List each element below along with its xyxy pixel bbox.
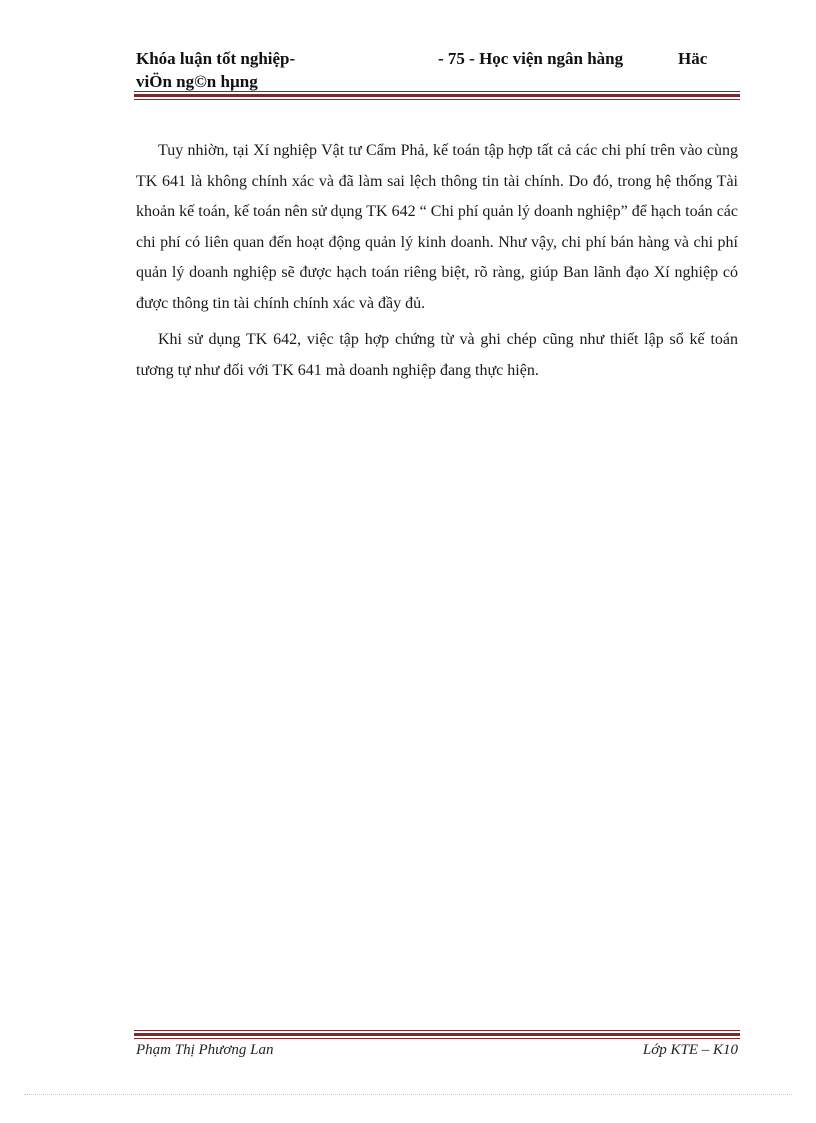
header-institution-fragment: Häc xyxy=(678,49,708,68)
header-page-number: - 75 - Học viện ngân hàng xyxy=(438,49,624,68)
paragraph: Tuy nhiờn, tại Xí nghiệp Vật tư Cẩm Phả, kế toán tập hợp tất cả các chi phí trên vào cùng TK 641 là không chính xác và đã làm sai lệch thông tin tài chính. Do đó, trong hệ thống Tài khoản kế toán, kế toán nên sử dụng TK 642 “ Chi phí quản lý doanh nghiệp” để hạch toán các chi phí có liên quan đến hoạt động quản lý kinh doanh. Như vậy, chi phí bán hàng và chi phí quản lý doanh nghiệp sẽ được hạch toán riêng biệt, rõ ràng, giúp Ban lãnh đạo Xí nghiệp có được thông tin tài chính chính xác và đầy đủ. xyxy=(136,142,738,312)
header-rule-thick xyxy=(134,94,740,97)
footer-rule-thin-bottom xyxy=(134,1038,740,1039)
footer-class: Lớp KTE – K10 xyxy=(642,1042,738,1058)
paragraph: Khi sử dụng TK 642, việc tập hợp chứng từ và ghi chép cũng như thiết lập sổ kế toán tương tự như đối với TK 641 mà doanh nghiệp đang thực hiện. xyxy=(136,331,738,379)
footer-author: Phạm Thị Phương Lan xyxy=(136,1042,274,1058)
header-thesis-title: Khóa luận tốt nghiệp- xyxy=(136,49,296,68)
footer-rule-thick xyxy=(134,1033,740,1036)
page-bottom-border xyxy=(24,1094,792,1095)
footer-rule-thin-top xyxy=(134,1030,740,1031)
header-rule-thin-top xyxy=(134,91,740,92)
header-institution-line2: viÖn ng©n hµng xyxy=(136,72,258,91)
body-content xyxy=(136,136,738,392)
header-rule-thin-bottom xyxy=(134,99,740,100)
